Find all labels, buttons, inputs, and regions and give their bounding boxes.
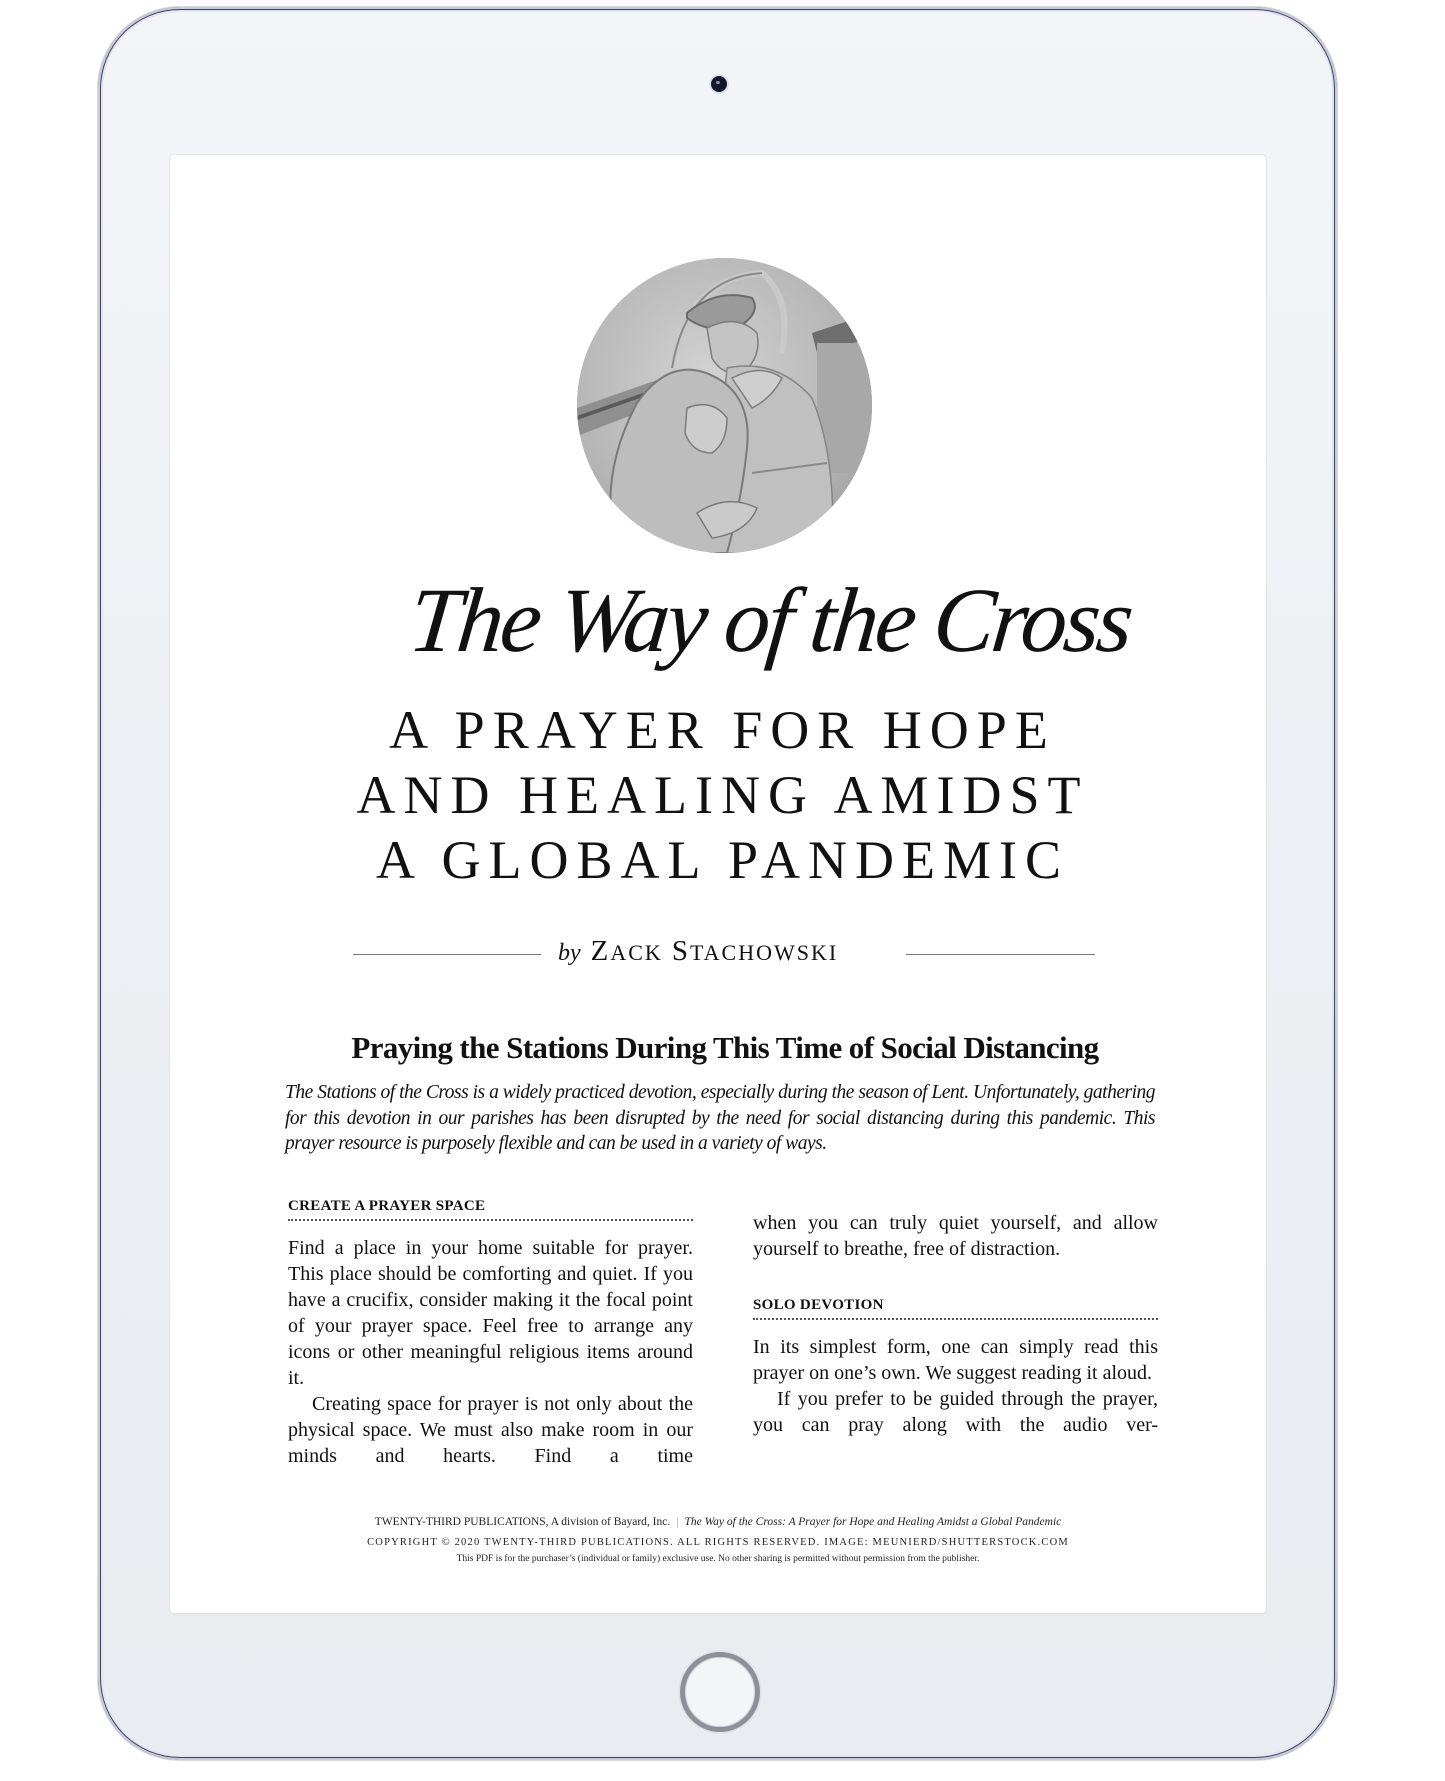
stone-relief-illustration: [577, 258, 872, 553]
left-column: [288, 1197, 693, 1469]
right-column-paragraph-2: If you prefer to be guided through the prayer, you can pray along with the audio ver-: [753, 1388, 1158, 1436]
right-column: [753, 1210, 1158, 1438]
left-column-heading: CREATE A PRAYER SPACE: [288, 1197, 693, 1221]
byline-rule-left: [353, 954, 541, 955]
byline: [558, 936, 838, 968]
footer-separator: |: [676, 1516, 679, 1528]
footer-copyright: COPYRIGHT © 2020 TWENTY-THIRD PUBLICATIONS. ALL RIGHTS RESERVED. IMAGE: MEUNIERD/SHUTTERSTOCK.COM: [367, 1537, 1069, 1548]
right-column-continuation: when you can truly quiet yourself, and allow yourself to breathe, free of distraction.: [753, 1212, 1158, 1260]
footer-credit: [170, 1515, 1266, 1529]
home-button[interactable]: [680, 1652, 760, 1732]
subtitle-line-3: A GLOBAL PANDEMIC: [375, 830, 1070, 890]
section-heading: Praying the Stations During This Time of Social Distancing: [351, 1030, 1099, 1065]
camera-icon: [711, 76, 727, 92]
footer-publisher: TWENTY-THIRD PUBLICATIONS, A division of Bayard, Inc.: [374, 1516, 671, 1528]
right-column-paragraph-1: In its simplest form, one can simply read this prayer on one’s own. We suggest reading it aloud.: [753, 1336, 1158, 1384]
subtitle-line-2: AND HEALING AMIDST: [356, 765, 1089, 825]
byline-author: ZACK STACHOWSKI: [590, 935, 839, 967]
script-title: The Way of the Cross: [404, 569, 1136, 671]
right-column-heading: SOLO DEVOTION: [753, 1296, 1158, 1320]
footer-notice: This PDF is for the purchaser’s (individual or family) exclusive use. No other sharing is permitted without permission from the publisher.: [456, 1554, 980, 1564]
left-column-paragraph-2: Creating space for prayer is not only about the physical space. We must also make room in our minds and hearts. Find a time: [288, 1393, 693, 1467]
intro-paragraph: The Stations of the Cross is a widely practiced devotion, especially during the season of Lent. Unfortunately, gathering for this devotion in our parishes has been disrupted by the need for social distancing during this pandemic. This prayer resource is purposely flexible and can be used in a variety of ways.: [285, 1082, 1155, 1154]
medallion-image: [577, 258, 872, 553]
left-column-paragraph-1: Find a place in your home suitable for prayer. This place should be comforting and quiet. If you have a crucifix, consider making it the focal point of your prayer space. Feel free to arrange any icons or other meaningful religious items around it.: [288, 1237, 693, 1389]
byline-rule-right: [906, 954, 1095, 955]
byline-by: by: [558, 940, 581, 966]
subtitle-line-1: A PRAYER FOR HOPE: [389, 700, 1056, 760]
footer-doc-title: The Way of the Cross: A Prayer for Hope and Healing Amidst a Global Pandemic: [684, 1516, 1062, 1528]
